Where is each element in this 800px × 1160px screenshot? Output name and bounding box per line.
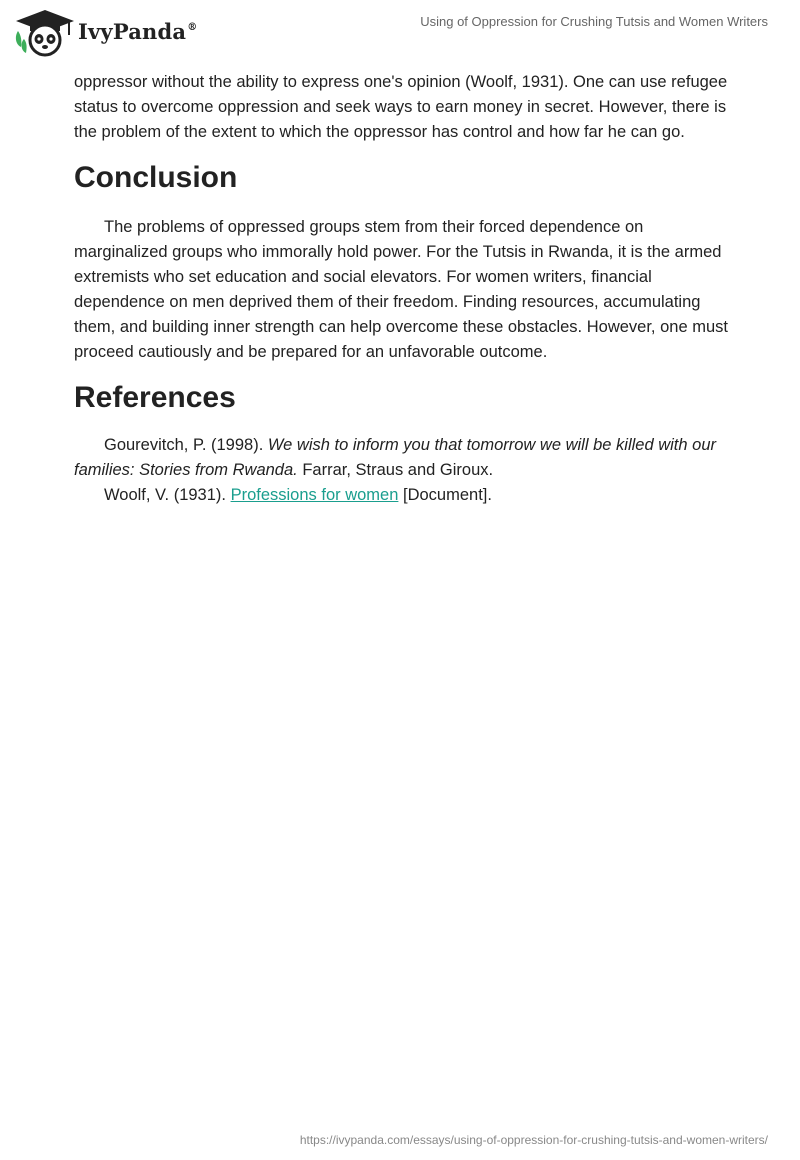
intro-paragraph: oppressor without the ability to express one's opinion (Woolf, 1931). One can use refugee status to overcome oppression and seek ways to earn money in secret. However, there is the problem of the extent to which the oppressor has control and how far he can go. <box>74 73 728 141</box>
conclusion-paragraph: The problems of oppressed groups stem from their forced dependence on marginalized groups who immorally hold power. For the Tutsis in Rwanda, it is the armed extremists who set education and social elevators. For women writers, financial dependence on men deprived them of their freedom. Finding resources, accumulating them, and building inner strength can help overcome these obstacles. However, one must proceed cautiously and be prepared for an unfavorable outcome. <box>74 218 728 361</box>
reference-title: We wish to inform you that tomorrow we will be killed with our families: Stories from Rwanda. <box>74 436 716 479</box>
running-title: Using of Oppression for Crushing Tutsis and Women Writers <box>420 14 768 29</box>
panda-graduate-icon <box>14 9 76 57</box>
registered-mark: ® <box>187 22 198 33</box>
document-body <box>74 70 734 508</box>
brand-logo[interactable] <box>14 9 198 57</box>
reference-link[interactable]: Professions for women <box>230 486 399 504</box>
reference-suffix: [Document]. <box>398 486 492 504</box>
conclusion-heading: Conclusion <box>74 161 238 194</box>
reference-prefix: Gourevitch, P. (1998). <box>104 436 268 454</box>
reference-suffix: Farrar, Straus and Giroux. <box>297 461 494 479</box>
page-header <box>0 0 800 70</box>
reference-prefix: Woolf, V. (1931). <box>104 486 231 504</box>
reference-item <box>74 483 734 508</box>
reference-item <box>74 433 734 483</box>
footer-url[interactable]: https://ivypanda.com/essays/using-of-oppression-for-crushing-tutsis-and-women-writers/ <box>299 1133 768 1147</box>
brand-name: IvyPanda® <box>78 19 198 44</box>
references-heading: References <box>74 381 236 414</box>
